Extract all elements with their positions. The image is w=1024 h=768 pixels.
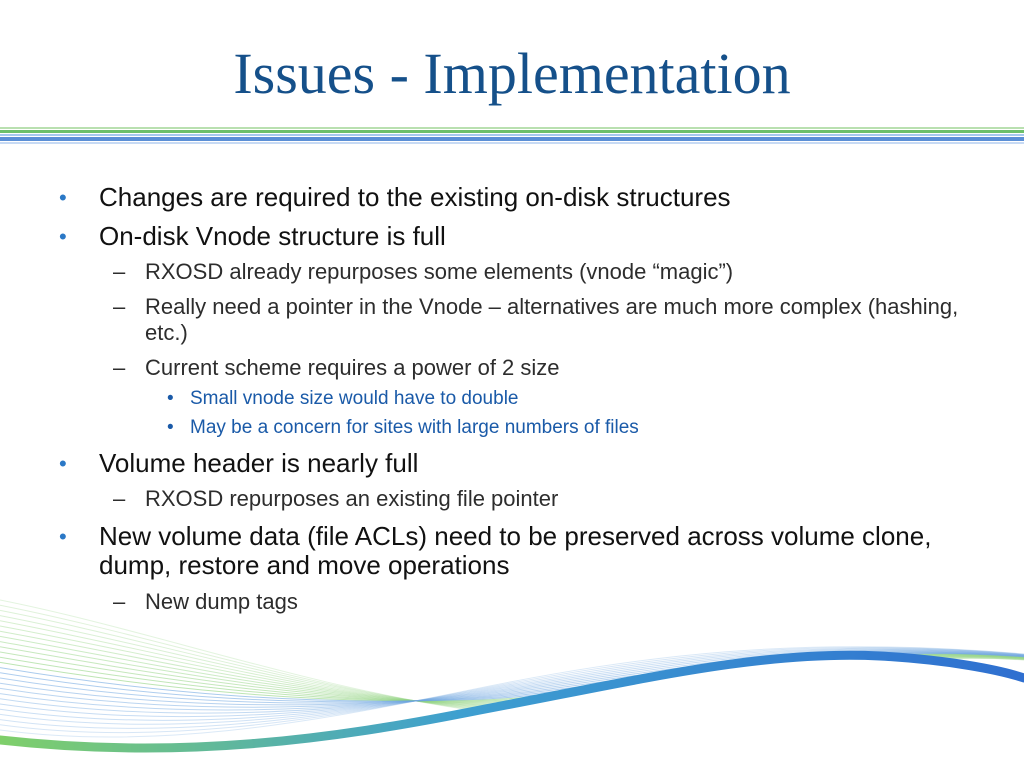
sub-bullet-item (113, 294, 975, 346)
sub-bullet-item (113, 486, 975, 512)
dash-marker: – (113, 589, 126, 614)
bullet-text: Volume header is nearly full (99, 448, 419, 478)
bullet-item (59, 448, 979, 478)
bullet-marker: • (59, 451, 67, 476)
sub-bullet-text: RXOSD repurposes an existing file pointer (145, 486, 559, 511)
sub-sub-bullet-text: May be a concern for sites with large numbers of files (190, 417, 639, 438)
dash-marker: – (113, 259, 126, 284)
sub-bullet-item (113, 259, 975, 285)
footer-wave-decoration (0, 590, 1024, 768)
bullet-marker: • (167, 417, 174, 438)
bullet-item (59, 182, 979, 212)
dash-marker: – (113, 294, 126, 319)
slide-title: Issues - Implementation (233, 41, 791, 106)
sub-bullet-text: RXOSD already repurposes some elements (vnode “magic”) (145, 259, 734, 284)
sub-bullet-text: Current scheme requires a power of 2 size (145, 355, 560, 380)
bullet-marker: • (167, 388, 174, 409)
bullet-item (59, 221, 979, 251)
dash-marker: – (113, 355, 126, 380)
bullet-text: On-disk Vnode structure is full (99, 221, 446, 251)
sub-bullet-item (113, 355, 975, 381)
sub-sub-bullet-text: Small vnode size would have to double (190, 388, 519, 409)
sub-bullet-text: Really need a pointer in the Vnode – alternatives are much more complex (hashing, etc.) (145, 294, 959, 345)
bullet-marker: • (59, 524, 67, 549)
sub-sub-bullet-item (167, 388, 970, 410)
bullet-text: Changes are required to the existing on-disk structures (99, 182, 731, 212)
bullet-marker: • (59, 224, 67, 249)
dash-marker: – (113, 486, 126, 511)
bullet-marker: • (59, 185, 67, 210)
sub-sub-bullet-item (167, 417, 970, 439)
bullet-item (59, 521, 979, 580)
bullet-text: New volume data (file ACLs) need to be preserved across volume clone, dump, restore and move operations (99, 521, 932, 580)
sub-bullet-text: New dump tags (145, 589, 298, 614)
